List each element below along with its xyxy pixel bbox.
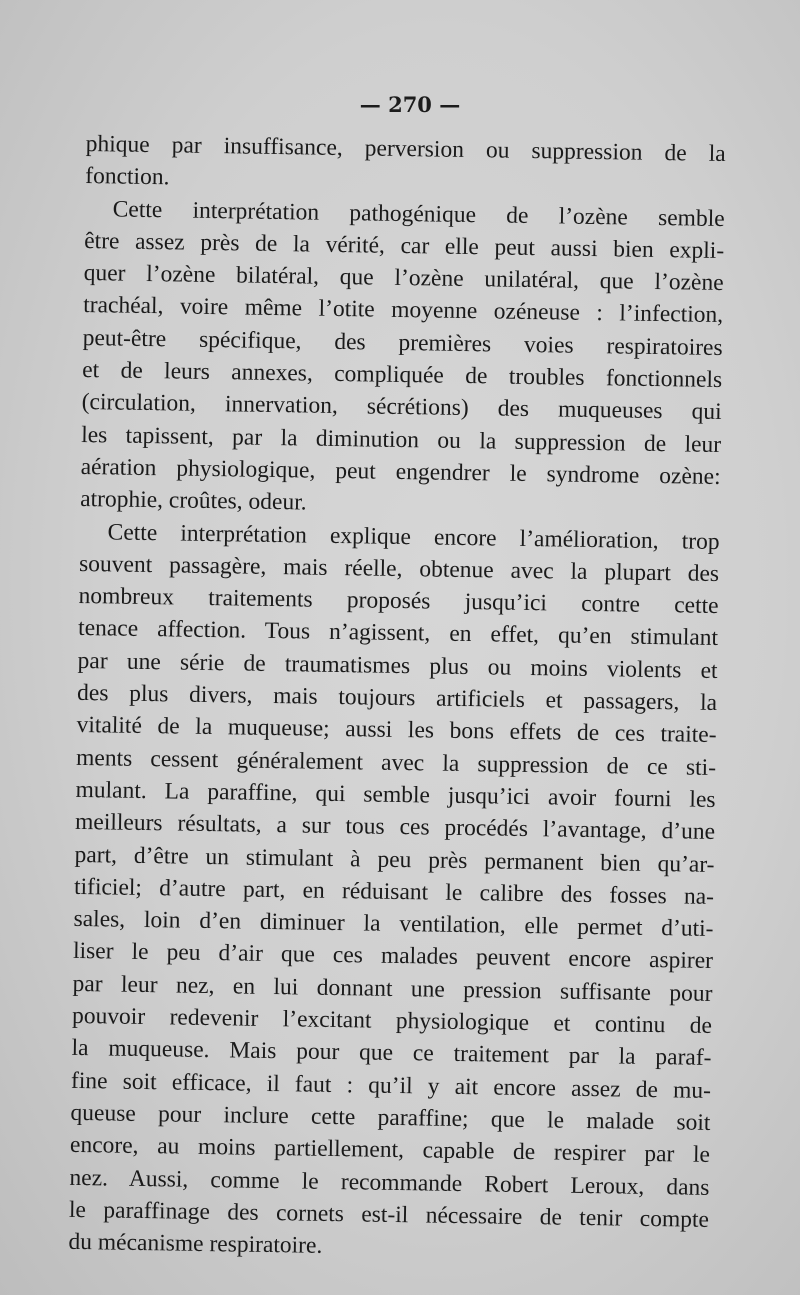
- text-line: sales, loin d’en diminuer la ventilation, elle permet d’uti-: [73, 906, 714, 943]
- text-line: (circulation, innervation, sécrétions) des muqueuses qui: [81, 389, 722, 426]
- text-line: vitalité de la muqueuse; aussi les bons effets de ces traite-: [76, 712, 717, 749]
- text-line: souvent passagère, mais réelle, obtenue avec la plupart des: [78, 550, 720, 587]
- text-line: trachéal, voire même l’otite moyenne ozéneuse : l’infection,: [83, 292, 724, 329]
- text-line: par leur nez, en lui donnant une pression suffisante pour: [72, 970, 713, 1007]
- text-line: queuse pour inclure cette paraffine; que le malade soit: [70, 1099, 711, 1136]
- text-line: phique par insuffisance, perversion ou suppression de la: [85, 130, 726, 168]
- text-line: peut-être spécifique, des premières voies respiratoires: [82, 324, 723, 361]
- page-number: — 270 —: [359, 92, 461, 117]
- body-text: [68, 128, 726, 1268]
- text-line: tificiel; d’autre part, en réduisant le calibre des fosses na-: [73, 873, 715, 910]
- text-line: fine soit efficace, il faut : qu’il y ait encore assez de mu-: [70, 1067, 712, 1104]
- text-line: pouvoir redevenir l’excitant physiologique et continu de: [71, 1002, 713, 1039]
- text-line: aération physiologique, peut engendrer le syndrome ozène:: [80, 453, 721, 490]
- paragraph: [80, 193, 725, 526]
- paragraph: [68, 516, 720, 1269]
- text-line: meilleurs résultats, a sur tous ces procédés l’avantage, d’une: [74, 809, 716, 846]
- text-line: fonction.: [85, 163, 170, 191]
- text-line: quer l’ozène bilatéral, que l’ozène unilatéral, que l’ozène: [83, 260, 724, 297]
- text-line: part, d’être un stimulant à peu près permanent bien qu’ar-: [74, 841, 715, 878]
- text-line: Cette interprétation explique encore l’amélioration, trop: [107, 518, 720, 555]
- text-line: du mécanisme respiratoire.: [68, 1228, 323, 1259]
- text-line: et de leurs annexes, compliquée de troubles fonctionnels: [81, 357, 723, 394]
- text-line: la muqueuse. Mais pour que ce traitement par la paraf-: [71, 1035, 712, 1072]
- text-line: nombreux traitements proposés jusqu’ici contre cette: [78, 583, 719, 620]
- text-line: ments cessent généralement avec la suppression de ce sti-: [75, 744, 717, 781]
- paragraph: [85, 128, 726, 203]
- text-line: le paraffinage des cornets est-il nécessaire de tenir compte: [68, 1196, 710, 1233]
- text-line: nez. Aussi, comme le recommande Robert Leroux, dans: [69, 1164, 710, 1201]
- text-line: tenace affection. Tous n’agissent, en effet, qu’en stimulant: [77, 615, 719, 652]
- text-line: les tapissent, par la diminution ou la suppression de leur: [80, 421, 722, 458]
- text-line: des plus divers, mais toujours artificiels et passagers, la: [76, 679, 718, 717]
- text-line: atrophie, croûtes, odeur.: [79, 486, 307, 516]
- text-line: liser le peu d’air que ces malades peuvent encore aspirer: [72, 938, 714, 975]
- text-line: Cette interprétation pathogénique de l’ozène semble: [112, 196, 725, 232]
- text-line: par une série de traumatismes plus ou moins violents et: [77, 647, 718, 684]
- text-line: être assez près de la vérité, car elle peut aussi bien expli-: [84, 227, 725, 264]
- text-line: mulant. La paraffine, qui semble jusqu’ici avoir fourni les: [75, 776, 716, 813]
- text-line: encore, au moins partiellement, capable de respirer par le: [69, 1132, 711, 1169]
